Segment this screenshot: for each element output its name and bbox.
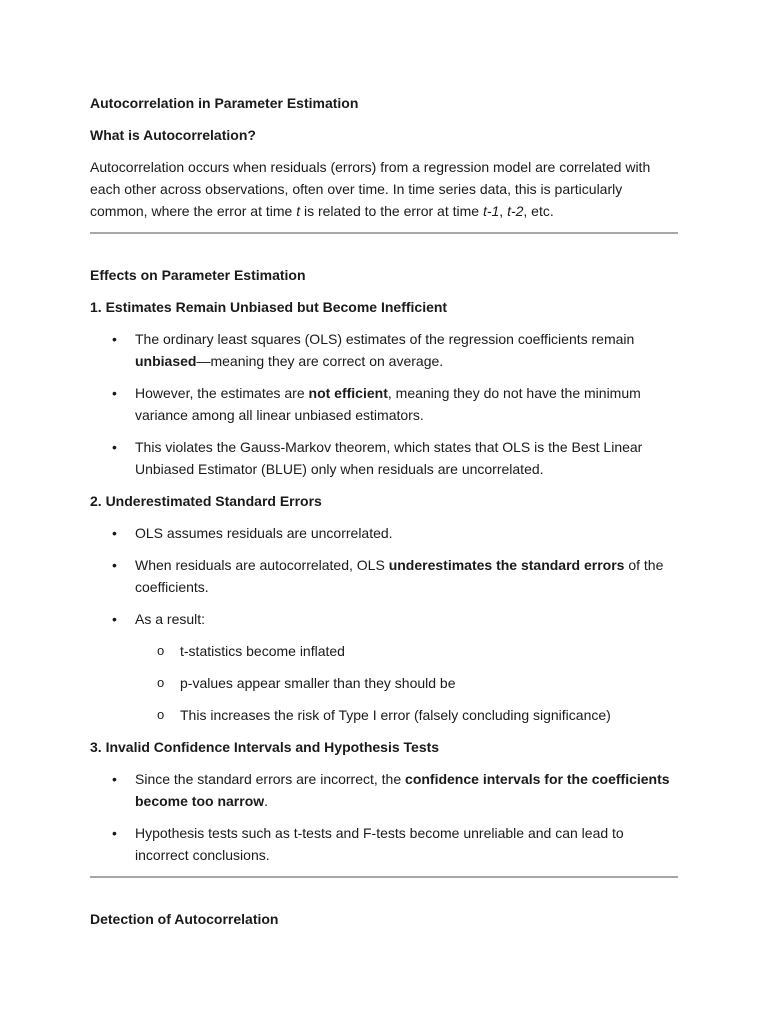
document-page (90, 92, 678, 930)
bullet-icon: • (112, 825, 117, 841)
sub-list-item (90, 672, 678, 694)
section-1-list (90, 328, 678, 480)
heading-section-1: 1. Estimates Remain Unbiased but Become Inefficient (90, 299, 448, 315)
heading-what-is-autocorrelation: What is Autocorrelation? (90, 127, 256, 143)
intro-text-3: , etc. (523, 203, 554, 219)
list-item-text: The ordinary least squares (OLS) estimates of the regression coefficients remain (135, 331, 635, 347)
list-item-text: Hypothesis tests such as t-tests and F-tests become unreliable and can lead to incorrect conclusions. (135, 825, 624, 863)
circle-bullet-icon: o (157, 675, 165, 690)
sub-list-item (90, 704, 678, 726)
list-item (90, 608, 678, 630)
bullet-icon: • (112, 611, 117, 627)
list-item-text: When residuals are autocorrelated, OLS (135, 557, 389, 573)
sub-list-item-text: t-statistics become inflated (180, 643, 345, 659)
list-item-text: OLS assumes residuals are uncorrelated. (135, 525, 393, 541)
sub-list-item (90, 640, 678, 662)
intro-var-t1: t-1 (482, 203, 500, 219)
intro-var-t2: t-2 (507, 203, 524, 219)
list-item (90, 768, 678, 812)
sub-list-item-text: p-values appear smaller than they should be (180, 675, 456, 691)
list-item-bold: underestimates the standard errors (388, 557, 625, 573)
section-2-sublist (90, 640, 678, 726)
horizontal-rule-1 (90, 232, 678, 234)
intro-text-1: Autocorrelation occurs when residuals (errors) from a regression model are correlated with each other across observations, often over time. In time series data, this is particularly common, where the error at time (90, 159, 651, 219)
bullet-icon: • (112, 771, 117, 787)
list-item-text: . (264, 793, 269, 809)
list-item-bold: not efficient (308, 385, 388, 401)
list-item (90, 822, 678, 866)
intro-var-t: t (296, 203, 301, 219)
document-title: Autocorrelation in Parameter Estimation (90, 95, 359, 111)
list-item-text: , meaning they do not have the minimum variance among all linear unbiased estimators. (135, 385, 641, 423)
list-item-bold: unbiased (135, 353, 197, 369)
heading-effects: Effects on Parameter Estimation (90, 267, 306, 283)
circle-bullet-icon: o (157, 707, 165, 722)
heading-section-2: 2. Underestimated Standard Errors (90, 493, 322, 509)
list-item-text: Since the standard errors are incorrect, the (135, 771, 406, 787)
sub-list-item-text: This increases the risk of Type I error (falsely concluding significance) (180, 707, 611, 723)
list-item-bold: confidence intervals for the coefficients become too narrow (135, 771, 670, 809)
list-item-text: of the coefficients. (135, 557, 664, 595)
heading-section-3: 3. Invalid Confidence Intervals and Hypothesis Tests (90, 739, 440, 755)
list-item-text: —meaning they are correct on average. (196, 353, 444, 369)
horizontal-rule-2 (90, 876, 678, 878)
bullet-icon: • (112, 439, 117, 455)
bullet-icon: • (112, 331, 117, 347)
section-3-list (90, 768, 678, 866)
list-item (90, 522, 678, 544)
intro-text-2: is related to the error at time (300, 203, 483, 219)
heading-detection: Detection of Autocorrelation (90, 911, 279, 927)
list-item (90, 328, 678, 372)
bullet-icon: • (112, 385, 117, 401)
section-2-list (90, 522, 678, 630)
circle-bullet-icon: o (157, 643, 165, 658)
list-item-text: This violates the Gauss-Markov theorem, which states that OLS is the Best Linear Unbiased Estimator (BLUE) only when residuals are uncorrelated. (135, 439, 643, 477)
list-item (90, 554, 678, 598)
list-item-text: However, the estimates are (135, 385, 309, 401)
intro-comma: , (499, 203, 508, 219)
list-item-text: As a result: (135, 611, 206, 627)
list-item (90, 436, 678, 480)
list-item (90, 382, 678, 426)
bullet-icon: • (112, 525, 117, 541)
intro-paragraph (90, 156, 678, 222)
bullet-icon: • (112, 557, 117, 573)
